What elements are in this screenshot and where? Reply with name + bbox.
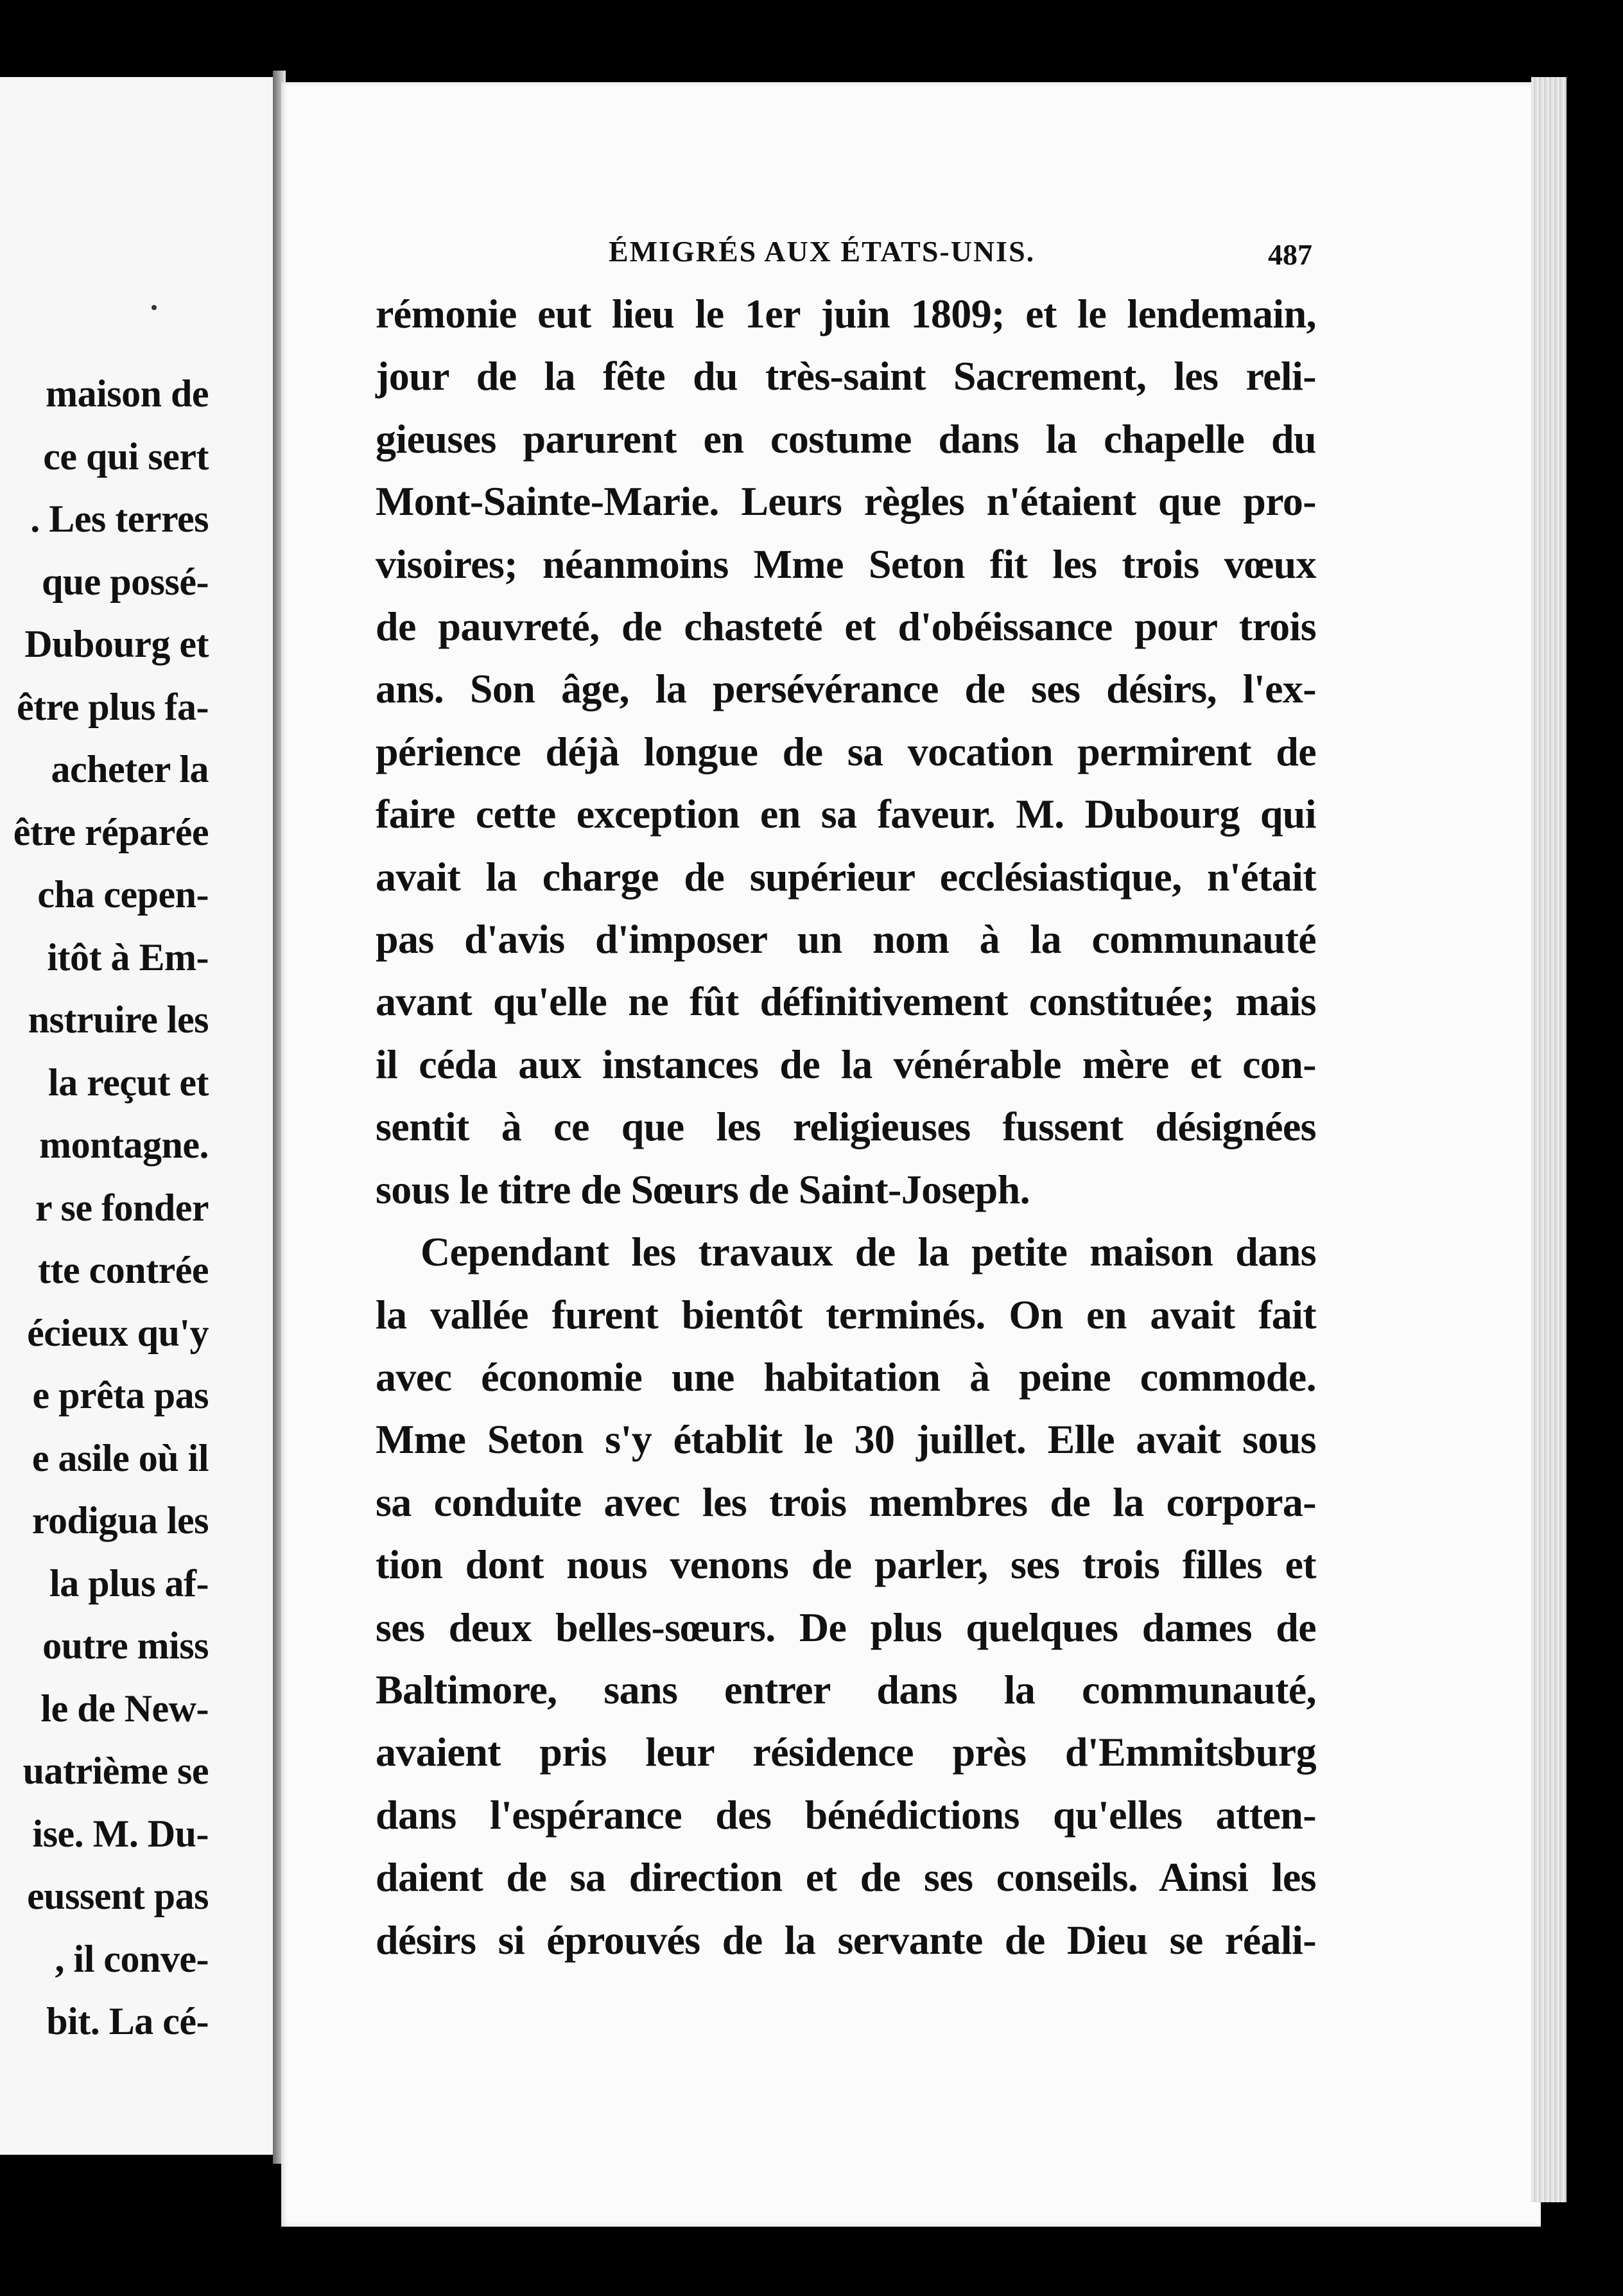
left-page-line: , il conve- xyxy=(55,1937,209,1980)
left-page-line: ce qui sert xyxy=(43,435,209,478)
left-page-line: acheter la xyxy=(51,748,209,790)
left-page-line: e asile où il xyxy=(31,1436,209,1479)
text-line: la vallée furent bientôt terminés. On en avait fait xyxy=(376,1291,1316,1337)
left-page-line: outre miss xyxy=(42,1624,209,1667)
left-page-line: être plus fa- xyxy=(16,685,209,728)
left-page-line: tte contrée xyxy=(38,1249,209,1291)
text-line: Baltimore, sans entrer dans la communauté, xyxy=(376,1666,1316,1712)
left-page-line: la plus af- xyxy=(49,1561,209,1605)
text-line: rémonie eut lieu le 1er juin 1809; et le lendemain, xyxy=(376,291,1316,336)
text-line: faire cette exception en sa faveur. M. Dubourg qui xyxy=(376,791,1316,837)
left-page-line: ise. M. Du- xyxy=(32,1812,209,1855)
left-page xyxy=(0,77,277,2155)
text-line: il céda aux instances de la vénérable mère et con- xyxy=(376,1041,1316,1087)
text-line: sa conduite avec les trois membres de la corpora- xyxy=(376,1479,1316,1525)
left-page-line: . Les terres xyxy=(30,498,209,540)
left-page-line: le de New- xyxy=(40,1687,209,1730)
text-line: pas d'avis d'imposer un nom à la communauté xyxy=(376,916,1316,962)
left-page-line: maison de xyxy=(46,372,209,415)
page-edges xyxy=(1531,77,1567,2202)
text-line: avait la charge de supérieur ecclésiastique, n'était xyxy=(376,853,1316,900)
left-page-text xyxy=(0,363,209,2053)
left-page-line: que possé- xyxy=(41,560,209,603)
text-line: ses deux belles-sœurs. De plus quelques dames de xyxy=(376,1604,1316,1650)
left-page-line: cha cepen- xyxy=(37,873,209,916)
text-line: désirs si éprouvés de la servante de Dieu se réali- xyxy=(376,1917,1316,1963)
text-line: Cependant les travaux de la petite maison dans xyxy=(421,1229,1316,1275)
text-line: tion dont nous venons de parler, ses trois filles et xyxy=(376,1542,1316,1588)
text-line: jour de la fête du très-saint Sacrement, les reli- xyxy=(376,353,1316,399)
left-page-line: Dubourg et xyxy=(24,623,209,665)
left-page-line: rodigua les xyxy=(31,1499,209,1542)
text-line: de pauvreté, de chasteté et d'obéissance pour trois xyxy=(376,604,1316,650)
running-head: ÉMIGRÉS AUX ÉTATS-UNIS. xyxy=(609,235,1036,268)
left-page-line: la reçut et xyxy=(48,1061,209,1104)
text-line: daient de sa direction et de ses conseils. Ainsi les xyxy=(376,1854,1316,1900)
left-page-line: écieux qu'y xyxy=(27,1311,209,1354)
body-text xyxy=(376,283,1316,1971)
text-line: périence déjà longue de sa vocation permirent de xyxy=(376,728,1316,774)
text-line: sentit à ce que les religieuses fussent désignées xyxy=(376,1104,1316,1150)
text-line: gieuses parurent en costume dans la chapelle du xyxy=(376,415,1316,462)
left-page-line: bit. La cé- xyxy=(46,2000,209,2042)
left-page-line: e prêta pas xyxy=(32,1374,209,1416)
text-line: dans l'espérance des bénédictions qu'elles atten- xyxy=(376,1791,1316,1838)
text-line: avaient pris leur résidence près d'Emmitsburg xyxy=(376,1729,1316,1775)
left-page-line: être réparée xyxy=(13,810,209,853)
text-line: avant qu'elle ne fût définitivement constituée; mais xyxy=(376,978,1316,1025)
left-page-line: montagne. xyxy=(39,1124,209,1166)
left-page-line: r se fonder xyxy=(35,1186,209,1229)
left-page-line: eussent pas xyxy=(27,1875,209,1917)
text-line: avec économie une habitation à peine commode. xyxy=(376,1353,1316,1400)
text-line: Mont-Sainte-Marie. Leurs règles n'étaient que pro- xyxy=(376,478,1316,525)
text-line: ans. Son âge, la persévérance de ses désirs, l'ex- xyxy=(376,666,1316,712)
left-page-line: itôt à Em- xyxy=(47,935,209,978)
text-line: Mme Seton s'y établit le 30 juillet. Elle avait sous xyxy=(376,1416,1316,1463)
ink-dot xyxy=(152,305,157,310)
left-page-line: uatrième se xyxy=(22,1750,209,1792)
text-line: sous le titre de Sœurs de Saint-Joseph. xyxy=(376,1166,1030,1212)
text-line: visoires; néanmoins Mme Seton fit les trois vœux xyxy=(376,541,1316,587)
left-page-line: nstruire les xyxy=(28,998,209,1041)
page-number: 487 xyxy=(1268,238,1312,271)
